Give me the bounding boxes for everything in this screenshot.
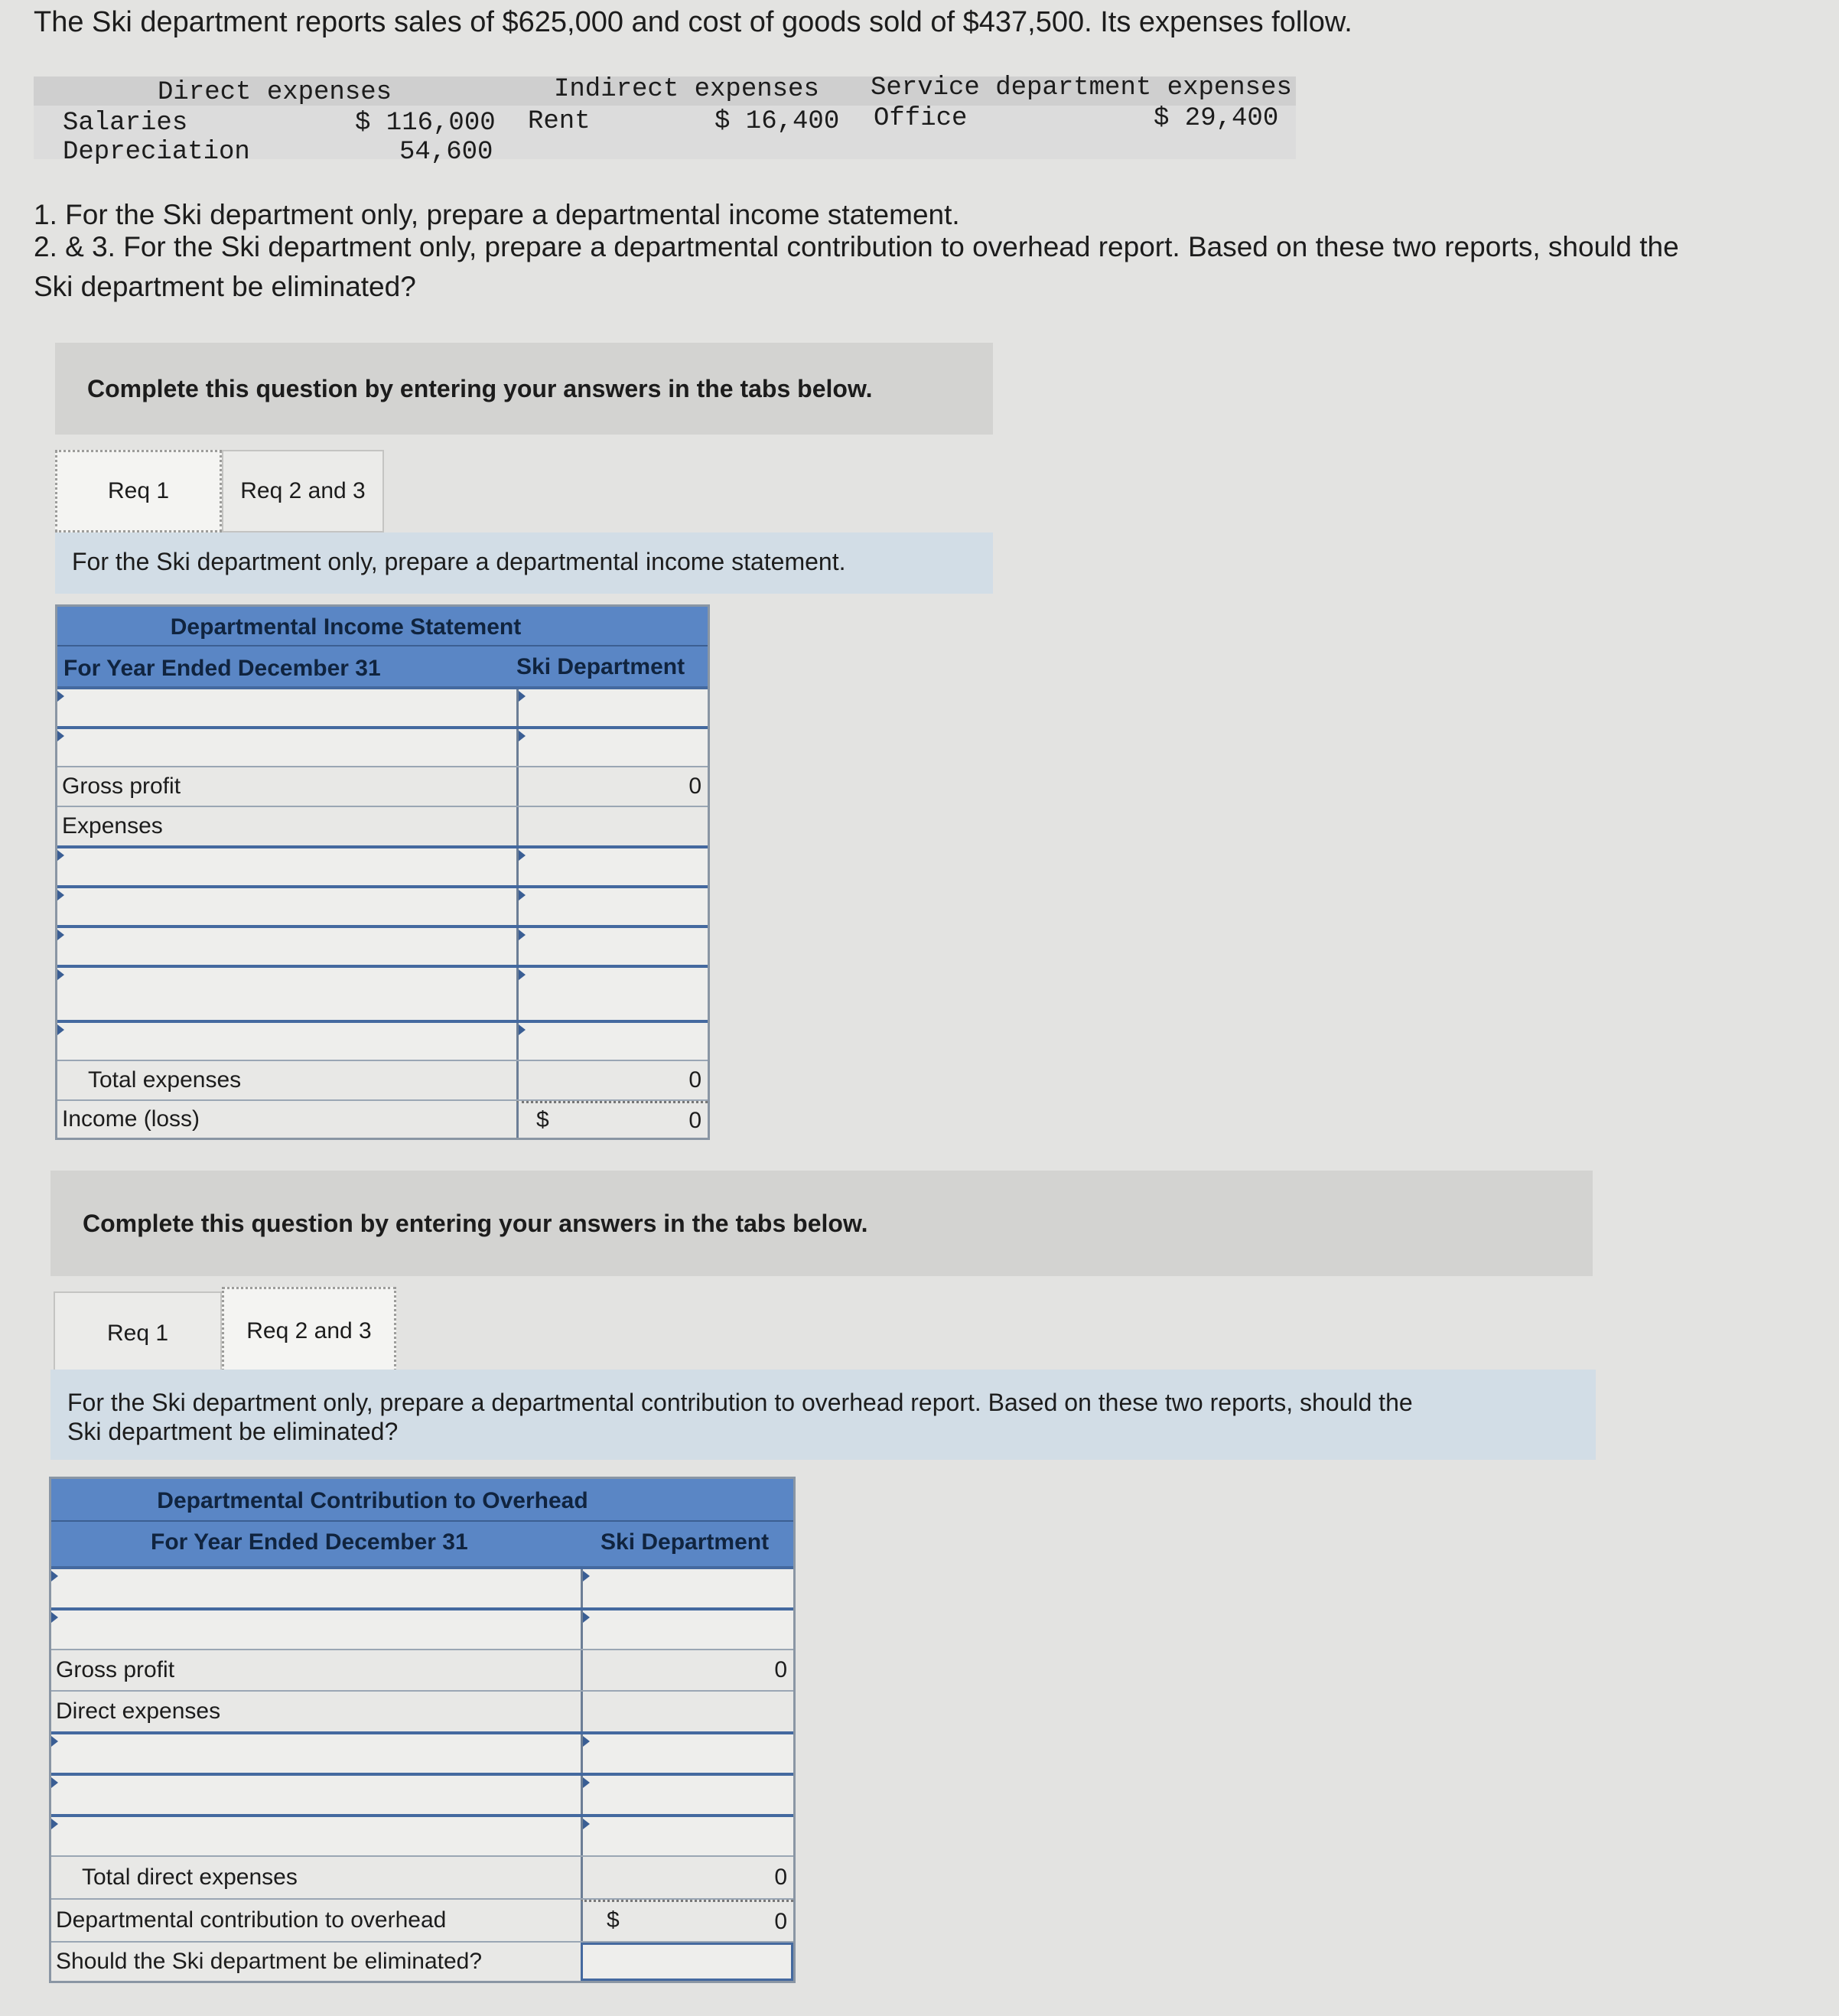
sales-label-input[interactable] bbox=[51, 1569, 581, 1607]
tab-req-2-and-3[interactable] bbox=[222, 1287, 396, 1376]
question-2-3-line2: Ski department be eliminated? bbox=[34, 271, 416, 302]
income-currency: $ bbox=[536, 1107, 549, 1132]
indirect-expenses-header: Indirect expenses bbox=[554, 75, 819, 104]
expense-5-value-input[interactable] bbox=[516, 1023, 708, 1060]
office-label: Office bbox=[874, 104, 968, 133]
expense-1-value-input[interactable] bbox=[516, 848, 708, 885]
tab-req-1[interactable] bbox=[55, 450, 222, 532]
cogs-value-input[interactable] bbox=[516, 729, 708, 766]
direct-expense-2-value-input[interactable] bbox=[581, 1776, 793, 1814]
tab-req-2-and-3[interactable] bbox=[222, 450, 384, 532]
cogs-label-input[interactable] bbox=[57, 729, 516, 766]
expense-4-value-input[interactable] bbox=[516, 968, 708, 1020]
instruction-box-1 bbox=[55, 343, 993, 435]
prompt-bar-2 bbox=[50, 1370, 1596, 1460]
income-statement-title: Departmental Income Statement bbox=[170, 614, 522, 640]
direct-expense-3-label-input[interactable] bbox=[51, 1817, 581, 1855]
gross-profit-label: Gross profit bbox=[56, 1657, 175, 1682]
cogs-value-input[interactable] bbox=[581, 1611, 793, 1649]
income-loss-value: 0 bbox=[516, 1101, 708, 1138]
cogs-row bbox=[51, 1607, 793, 1649]
direct-expense-row-3 bbox=[51, 1814, 793, 1855]
expense-2-value-input[interactable] bbox=[516, 888, 708, 925]
sales-label-input[interactable] bbox=[57, 689, 516, 726]
direct-expense-2-label-input[interactable] bbox=[51, 1776, 581, 1814]
expense-table bbox=[34, 73, 1296, 167]
question-1: 1. For the Ski department only, prepare a departmental income statement. bbox=[34, 199, 960, 230]
direct-expense-1-label-input[interactable] bbox=[51, 1734, 581, 1773]
instruction-box-2 bbox=[50, 1171, 1593, 1276]
expense-3-label-input[interactable] bbox=[57, 928, 516, 965]
expense-4-label-input[interactable] bbox=[57, 968, 516, 1020]
instruction-text-2: Complete this question by entering your answers in the tabs below. bbox=[83, 1209, 868, 1237]
sales-value-input[interactable] bbox=[516, 689, 708, 726]
contribution-currency: $ bbox=[607, 1907, 620, 1933]
income-statement-header bbox=[57, 607, 708, 686]
direct-expense-3-value-input[interactable] bbox=[581, 1817, 793, 1855]
sales-row bbox=[51, 1566, 793, 1607]
total-direct-expenses-row bbox=[51, 1855, 793, 1898]
service-expenses-header: Service department expenses bbox=[871, 73, 1292, 103]
income-statement-period-label: For Year Ended December 31 bbox=[63, 656, 381, 681]
sales-row bbox=[57, 686, 708, 726]
direct-expenses-header: Direct expenses bbox=[158, 78, 392, 107]
total-expenses-label: Total expenses bbox=[88, 1067, 242, 1093]
contribution-label: Departmental contribution to overhead bbox=[56, 1907, 447, 1933]
total-direct-expenses-label: Total direct expenses bbox=[82, 1865, 298, 1890]
problem-intro: The Ski department reports sales of $625,000 and cost of goods sold of $437,500. Its expenses follow. bbox=[34, 6, 1352, 38]
depreciation-value: 54,600 bbox=[399, 138, 493, 167]
total-expenses-row bbox=[57, 1060, 708, 1099]
income-statement-column-label: Ski Department bbox=[516, 654, 685, 679]
contribution-period-label: For Year Ended December 31 bbox=[151, 1529, 468, 1555]
direct-expense-1-value-input[interactable] bbox=[581, 1734, 793, 1773]
contribution-title: Departmental Contribution to Overhead bbox=[157, 1488, 588, 1513]
income-loss-row bbox=[57, 1099, 708, 1138]
contribution-value: 0 bbox=[581, 1900, 793, 1941]
prompt-bar-1 bbox=[55, 532, 993, 594]
prompt-text-2-line2: Ski department be eliminated? bbox=[67, 1418, 399, 1445]
expense-2-label-input[interactable] bbox=[57, 888, 516, 925]
gross-profit-value: 0 bbox=[581, 1650, 793, 1690]
direct-expenses-heading-row bbox=[51, 1690, 793, 1731]
expense-5-label-input[interactable] bbox=[57, 1023, 516, 1060]
expenses-label: Expenses bbox=[62, 813, 163, 839]
contribution-column-label: Ski Department bbox=[601, 1529, 770, 1555]
cogs-label-input[interactable] bbox=[51, 1611, 581, 1649]
tab-label: Req 1 bbox=[107, 478, 170, 503]
sales-value-input[interactable] bbox=[581, 1569, 793, 1607]
tab-label: Req 1 bbox=[106, 1321, 169, 1346]
eliminate-label: Should the Ski department be eliminated? bbox=[56, 1949, 483, 1974]
expense-row-1 bbox=[57, 845, 708, 885]
prompt-text-1: For the Ski department only, prepare a departmental income statement. bbox=[72, 548, 846, 575]
eliminate-row bbox=[51, 1941, 793, 1981]
prompt-text-2-line1: For the Ski department only, prepare a departmental contribution to overhead report. Based on these two reports, should the bbox=[67, 1389, 1413, 1416]
eliminate-answer-select[interactable] bbox=[581, 1943, 793, 1981]
tab-label: Req 2 and 3 bbox=[246, 1318, 372, 1343]
total-expenses-value: 0 bbox=[516, 1061, 708, 1099]
expense-row-5 bbox=[57, 1020, 708, 1060]
total-direct-expenses-value: 0 bbox=[581, 1857, 793, 1898]
tab-label: Req 2 and 3 bbox=[240, 478, 366, 503]
depreciation-label: Depreciation bbox=[63, 138, 250, 167]
office-value: $ 29,400 bbox=[1154, 104, 1279, 133]
cogs-row bbox=[57, 726, 708, 766]
gross-profit-row bbox=[57, 766, 708, 806]
instruction-text-1: Complete this question by entering your answers in the tabs below. bbox=[87, 374, 873, 402]
tab-req-1[interactable] bbox=[54, 1291, 222, 1376]
income-loss-label: Income (loss) bbox=[62, 1106, 200, 1132]
direct-expenses-label: Direct expenses bbox=[56, 1698, 221, 1724]
rent-label: Rent bbox=[528, 107, 591, 136]
expense-1-label-input[interactable] bbox=[57, 848, 516, 885]
contribution-row bbox=[51, 1898, 793, 1941]
gross-profit-label: Gross profit bbox=[62, 774, 181, 799]
direct-expense-row-1 bbox=[51, 1731, 793, 1773]
rent-value: $ 16,400 bbox=[714, 107, 840, 136]
gross-profit-row bbox=[51, 1649, 793, 1690]
expenses-heading-row bbox=[57, 806, 708, 845]
expense-row-2 bbox=[57, 885, 708, 925]
gross-profit-value: 0 bbox=[516, 767, 708, 806]
expense-row-4 bbox=[57, 965, 708, 1020]
income-statement-table bbox=[55, 604, 710, 1140]
question-2-3-line1: 2. & 3. For the Ski department only, prepare a departmental contribution to overhead report. Based on these two reports, should the bbox=[34, 231, 1679, 262]
expense-3-value-input[interactable] bbox=[516, 928, 708, 965]
contribution-header bbox=[51, 1479, 793, 1566]
direct-expense-row-2 bbox=[51, 1773, 793, 1814]
salaries-value: $ 116,000 bbox=[355, 109, 496, 138]
contribution-table bbox=[49, 1477, 796, 1983]
expense-row-3 bbox=[57, 925, 708, 965]
salaries-label: Salaries bbox=[63, 109, 188, 138]
